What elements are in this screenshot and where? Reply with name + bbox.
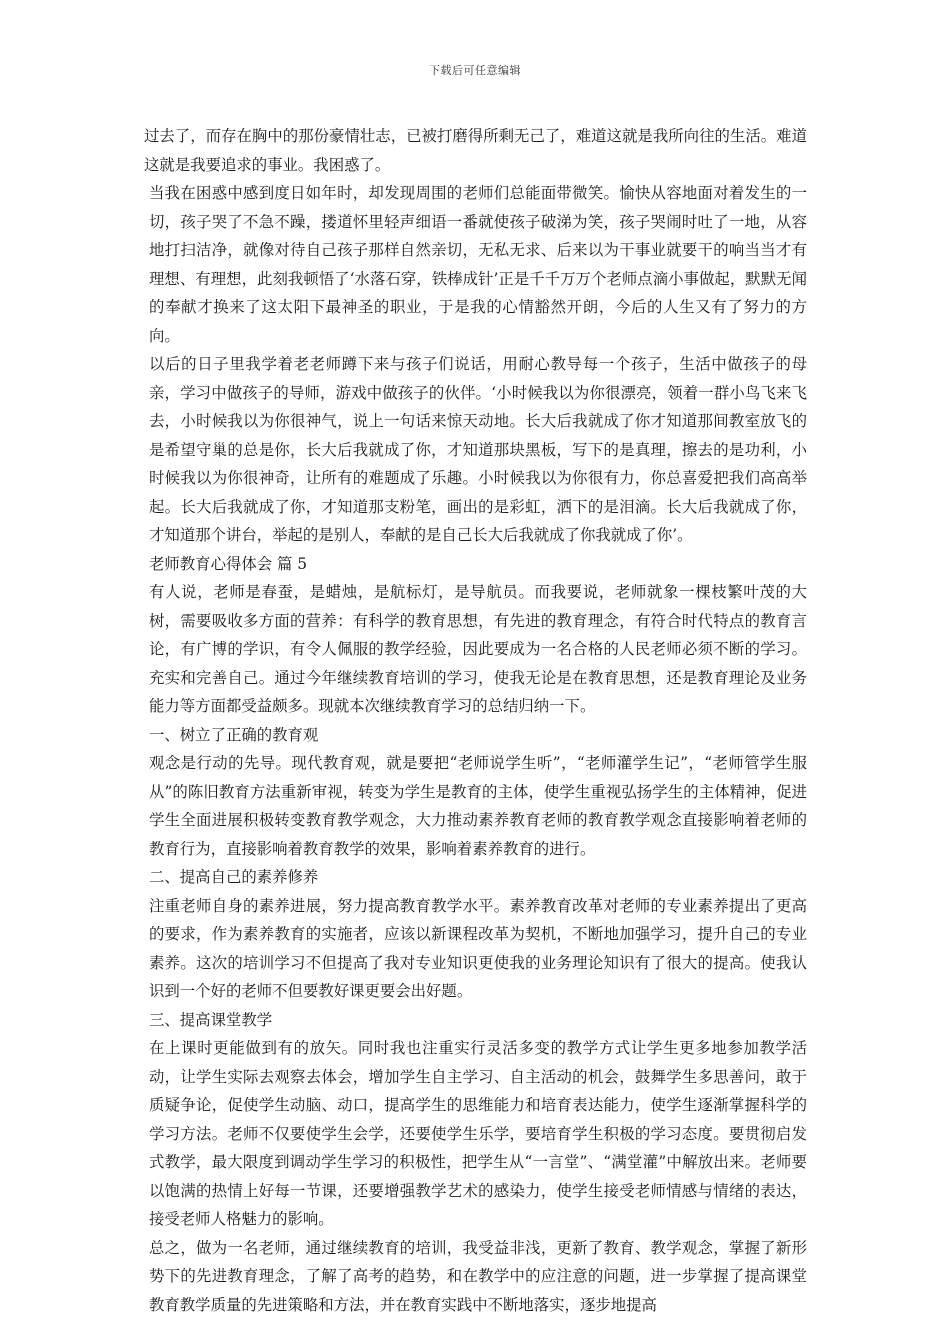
document-body — [144, 122, 807, 1319]
paragraph-intro: 有人说，老师是春蚕，是蜡烛，是航标灯，是导航员。而我要说，老师就象一棵枝繁叶茂的大树，需要吸收多方面的营养：有科学的教育思想，有先进的教育理念，有符合时代特点的教育言论，有广博的学识，有令人佩服的教学经验，因此要成为一名合格的人民老师必须不断的学习。充实和完善自己。通过今年继续教育培训的学习，使我无论是在教育思想，还是教育理论及业务能力等方面都受益颇多。现就本次继续教育学习的总结归纳一下。 — [149, 583, 807, 715]
paragraph-education-view: 观念是行动的先导。现代教育观，就是要把“老师说学生听”，“老师灌学生记”，“老师管学生服从”的陈旧教育方法重新审视，转变为学生是教育的主体，使学生重视弘扬学生的主体精神，促进学生全面进展积极转变教育教学观念，大力推动素养教育老师的教育教学观念直接影响着老师的教育行为，直接影响着教育教学的效果，影响着素养教育的进行。 — [149, 754, 807, 858]
paragraph-continuation: 过去了，而存在胸中的那份豪情壮志，已被打磨得所剩无己了，难道这就是我所向往的生活。难道这就是我要追求的事业。我困惑了。 — [144, 127, 807, 174]
heading-3: 三、提高课堂教学 — [149, 1010, 273, 1029]
paragraph-confusion: 当我在困惑中感到度日如年时，却发现周围的老师们总能面带微笑。愉快从容地面对着发生的一切，孩子哭了不急不躁，搂道怀里轻声细语一番就使孩子破涕为笑，孩子哭闹时吐了一地，从容地打扫洁净，就像对待自己孩子那样自然亲切，无私无求、后来以为干事业就要干的响当当才有理想、有理想，此刻我顿悟了‘水落石穿，铁棒成针’正是千千万万个老师点滴小事做起，默默无闻的奉献才换来了这太阳下最神圣的职业，于是我的心情豁然开朗，今后的人生又有了努力的方向。 — [149, 184, 807, 345]
paragraph-conclusion: 总之，做为一名老师，通过继续教育的培训，我受益非浅，更新了教育、教学观念，掌握了新形势下的先进教育理念，了解了高考的趋势，和在教学中的应注意的问题，进一步掌握了提高课堂教育教学质量的先进策略和方法，并在教育实践中不断地落实，逐步地提高 — [149, 1238, 807, 1314]
paragraph-learning: 以后的日子里我学着老老师蹲下来与孩子们说话，用耐心教导每一个孩子，生活中做孩子的母亲，学习中做孩子的导师，游戏中做孩子的伙伴。‘小时候我以为你很漂亮，领着一群小鸟飞来飞去，小时候我以为你很神气，说上一句话来惊天动地。长大后我就成了你才知道那间教室放飞的是希望守巢的总是你，长大后我就成了你，才知道那块黑板，写下的是真理，擦去的是功利，小时候我以为你很神奇，让所有的难题成了乐趣。小时候我以为你很有力，你总喜爱把我们高高举起。长大后我就成了你，才知道那支粉笔，画出的是彩虹，洒下的是泪滴。长大后我就成了你，才知道那个讲台，举起的是别人，奉献的是自己长大后我就成了你我就成了你’。 — [149, 355, 807, 544]
heading-1: 一、树立了正确的教育观 — [149, 725, 319, 744]
section-title: 老师教育心得体会 篇 5 — [149, 554, 308, 573]
paragraph-classroom: 在上课时更能做到有的放矢。同时我也注重实行灵活多变的教学方式让学生更多地参加教学活动，让学生实际去观察去体会，增加学生自主学习、自主活动的机会，鼓舞学生多思善问，敢于质疑争论，促使学生动脑、动口，提高学生的思维能力和培育表达能力，使学生逐渐掌握科学的学习方法。老师不仅要使学生会学，还要使学生乐学，要培育学生积极的学习态度。要贯彻启发式教学，最大限度到调动学生学习的积极性，把学生从“一言堂”、“满堂灌”中解放出来。老师要以饱满的热情上好每一节课，还要增强教学艺术的感染力，使学生接受老师情感与情绪的表达，接受老师人格魅力的影响。 — [149, 1039, 807, 1228]
heading-2: 二、提高自己的素养修养 — [149, 868, 319, 886]
paragraph-quality: 注重老师自身的素养进展，努力提高教育教学水平。素养教育改革对老师的专业素养提出了更高的要求，作为素养教育的实施者，应该以新课程改革为契机，不断地加强学习，提升自己的专业素养。这次的培训学习不但提高了我对专业知识更使我的业务理论知识有了很大的提高。使我认识到一个好的老师不但要教好课更要会出好题。 — [149, 896, 807, 1000]
page-header: 下载后可任意编辑 — [429, 64, 521, 77]
